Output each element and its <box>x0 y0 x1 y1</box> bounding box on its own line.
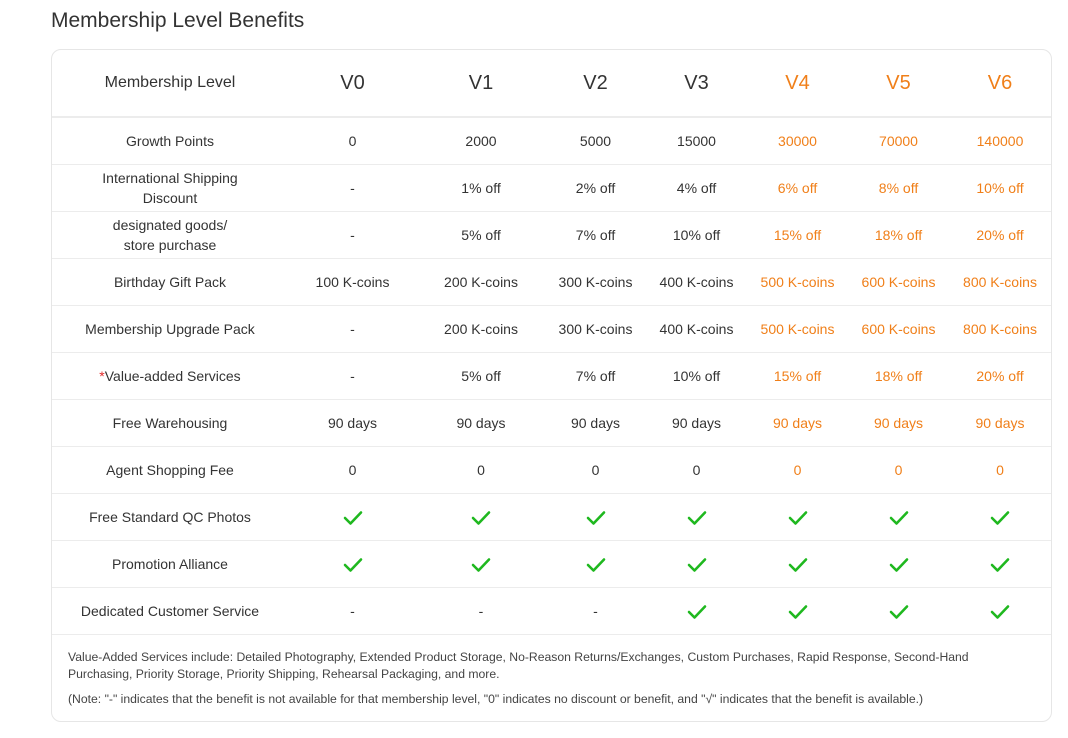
table-cell: - <box>545 587 646 634</box>
check-icon <box>889 604 909 620</box>
table-cell: 400 K-coins <box>646 305 747 352</box>
table-cell <box>848 587 949 634</box>
table-cell: 5% off <box>417 352 545 399</box>
table-cell <box>747 587 848 634</box>
benefits-table <box>52 50 1051 635</box>
check-icon <box>990 510 1010 526</box>
row-label: Growth Points <box>52 117 288 164</box>
table-cell <box>646 493 747 540</box>
services-footnote: Value-Added Services include: Detailed Photography, Extended Product Storage, No-Reason Returns/Exchanges, Custom Purchases, Rapid Response, Second-Hand Purchasing, Priority Storage, Priority Shipping, Rehearsal Packaging, and more. <box>68 649 969 681</box>
table-cell: 90 days <box>417 399 545 446</box>
table-cell: - <box>288 587 417 634</box>
table-cell: 5000 <box>545 117 646 164</box>
check-icon <box>990 604 1010 620</box>
sqrt-symbol: √ <box>705 691 713 706</box>
table-cell: 20% off <box>949 211 1051 258</box>
legend-note <box>68 691 1035 708</box>
table-cell: 70000 <box>848 117 949 164</box>
table-cell: 300 K-coins <box>545 305 646 352</box>
table-cell: - <box>288 305 417 352</box>
check-icon <box>343 510 363 526</box>
benefits-card <box>51 49 1052 722</box>
row-label: Free Standard QC Photos <box>52 493 288 540</box>
row-label: Birthday Gift Pack <box>52 258 288 305</box>
table-cell <box>848 493 949 540</box>
table-cell: 30000 <box>747 117 848 164</box>
table-cell: 100 K-coins <box>288 258 417 305</box>
table-cell: 4% off <box>646 164 747 211</box>
table-cell: 300 K-coins <box>545 258 646 305</box>
table-cell <box>646 540 747 587</box>
table-cell: 10% off <box>646 352 747 399</box>
table-cell <box>747 540 848 587</box>
table-row <box>52 352 1051 399</box>
check-icon <box>471 557 491 573</box>
column-header-v4: V4 <box>747 50 848 117</box>
table-cell <box>288 540 417 587</box>
table-cell <box>646 587 747 634</box>
table-cell: - <box>288 164 417 211</box>
column-header-v0: V0 <box>288 50 417 117</box>
table-cell: 0 <box>417 446 545 493</box>
table-cell: 0 <box>288 117 417 164</box>
table-cell: 600 K-coins <box>848 305 949 352</box>
table-cell: 0 <box>848 446 949 493</box>
row-label-line1: International Shipping <box>102 169 238 186</box>
table-cell: 0 <box>949 446 1051 493</box>
table-cell: 2% off <box>545 164 646 211</box>
table-cell: 90 days <box>545 399 646 446</box>
row-label-text: Value-added Services <box>104 367 241 384</box>
required-asterisk: * <box>99 367 105 384</box>
check-icon <box>343 557 363 573</box>
table-cell: 200 K-coins <box>417 258 545 305</box>
row-label: Free Warehousing <box>52 399 288 446</box>
check-icon <box>990 557 1010 573</box>
table-row <box>52 399 1051 446</box>
table-cell: 8% off <box>848 164 949 211</box>
check-icon <box>889 557 909 573</box>
table-cell: 15% off <box>747 352 848 399</box>
table-cell: 10% off <box>949 164 1051 211</box>
table-cell: 800 K-coins <box>949 258 1051 305</box>
table-cell: 500 K-coins <box>747 305 848 352</box>
table-cell: 7% off <box>545 352 646 399</box>
row-label-line1: designated goods/ <box>112 216 228 233</box>
table-row <box>52 117 1051 164</box>
table-cell: 800 K-coins <box>949 305 1051 352</box>
table-row <box>52 211 1051 258</box>
table-row <box>52 493 1051 540</box>
column-header-v6: V6 <box>949 50 1051 117</box>
table-cell: 140000 <box>949 117 1051 164</box>
check-icon <box>788 557 808 573</box>
table-cell: 1% off <box>417 164 545 211</box>
table-cell: 20% off <box>949 352 1051 399</box>
table-cell: 90 days <box>646 399 747 446</box>
row-label-line2: Discount <box>142 189 198 206</box>
table-cell: 200 K-coins <box>417 305 545 352</box>
check-icon <box>687 604 707 620</box>
row-label: Dedicated Customer Service <box>52 587 288 634</box>
table-cell: 400 K-coins <box>646 258 747 305</box>
table-cell: 15000 <box>646 117 747 164</box>
table-cell: 2000 <box>417 117 545 164</box>
check-icon <box>687 557 707 573</box>
table-cell <box>545 540 646 587</box>
row-label <box>52 164 288 211</box>
table-row <box>52 540 1051 587</box>
table-cell: 15% off <box>747 211 848 258</box>
table-cell <box>949 540 1051 587</box>
table-cell <box>949 587 1051 634</box>
table-cell: 7% off <box>545 211 646 258</box>
table-row <box>52 587 1051 634</box>
row-label <box>52 352 288 399</box>
check-icon <box>788 604 808 620</box>
table-cell: 90 days <box>747 399 848 446</box>
table-cell <box>848 540 949 587</box>
table-cell: 90 days <box>848 399 949 446</box>
table-cell: - <box>417 587 545 634</box>
table-cell <box>288 493 417 540</box>
table-cell: 10% off <box>646 211 747 258</box>
table-cell: 5% off <box>417 211 545 258</box>
table-cell: - <box>288 211 417 258</box>
table-cell: - <box>288 352 417 399</box>
table-cell: 0 <box>646 446 747 493</box>
table-cell: 500 K-coins <box>747 258 848 305</box>
table-cell <box>545 493 646 540</box>
table-cell <box>417 540 545 587</box>
check-icon <box>889 510 909 526</box>
column-header-v2: V2 <box>545 50 646 117</box>
column-header-v5: V5 <box>848 50 949 117</box>
table-cell <box>747 493 848 540</box>
check-icon <box>471 510 491 526</box>
table-row <box>52 305 1051 352</box>
table-cell <box>417 493 545 540</box>
row-label: Membership Upgrade Pack <box>52 305 288 352</box>
table-header-row <box>52 50 1051 117</box>
table-row <box>52 446 1051 493</box>
check-icon <box>788 510 808 526</box>
table-row <box>52 258 1051 305</box>
table-cell: 0 <box>545 446 646 493</box>
column-header-v3: V3 <box>646 50 747 117</box>
page-title: Membership Level Benefits <box>51 9 305 32</box>
table-cell: 90 days <box>949 399 1051 446</box>
table-cell: 0 <box>288 446 417 493</box>
legend-note-part2: " indicates that the benefit is available.) <box>712 691 924 706</box>
row-label-line2: store purchase <box>123 236 217 253</box>
check-icon <box>586 510 606 526</box>
row-label: Agent Shopping Fee <box>52 446 288 493</box>
legend-note-part1: (Note: "-" indicates that the benefit is not available for that membership level, "0" indicates no discount or benefit, and " <box>68 691 706 706</box>
table-cell <box>949 493 1051 540</box>
check-icon <box>586 557 606 573</box>
table-row <box>52 164 1051 211</box>
row-label: Promotion Alliance <box>52 540 288 587</box>
table-cell: 0 <box>747 446 848 493</box>
column-header-label: Membership Level <box>52 50 288 117</box>
row-label <box>52 211 288 258</box>
column-header-v1: V1 <box>417 50 545 117</box>
table-cell: 600 K-coins <box>848 258 949 305</box>
table-cell: 6% off <box>747 164 848 211</box>
footnotes <box>52 635 1051 708</box>
check-icon <box>687 510 707 526</box>
table-cell: 18% off <box>848 211 949 258</box>
table-cell: 90 days <box>288 399 417 446</box>
table-cell: 18% off <box>848 352 949 399</box>
